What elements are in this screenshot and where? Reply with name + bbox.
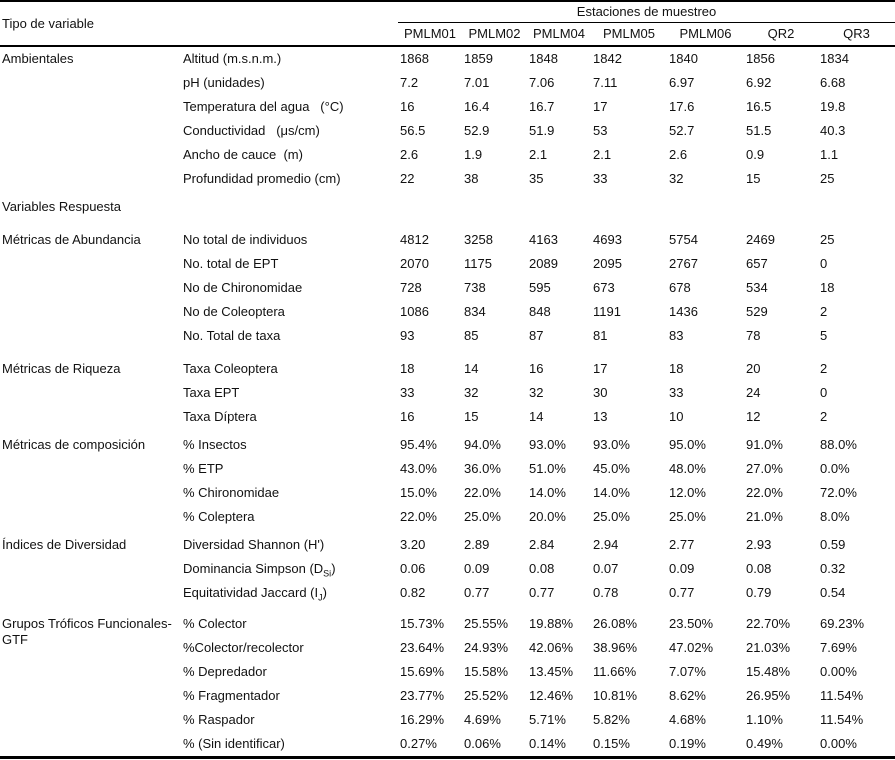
value-cell: 0.15%: [593, 736, 630, 751]
variable-label: Dominancia Simpson $(D_{Si})$: [183, 561, 336, 579]
value-cell: 678: [669, 280, 691, 295]
variable-label: Diversidad Shannon (H'): [183, 537, 325, 552]
value-cell: 93: [400, 328, 415, 343]
value-cell: 0.06: [400, 561, 426, 576]
value-cell: 5.71%: [529, 712, 566, 727]
table-row: [0, 46, 895, 71]
corner-header: Tipo de variable: [0, 1, 398, 46]
value-cell: 0.9: [746, 147, 765, 162]
value-cell: 51.9: [529, 123, 555, 138]
value-cell: 19.8: [820, 99, 846, 114]
variable-label: No de Chironomidae: [183, 280, 303, 295]
value-cell: 5: [820, 328, 828, 343]
value-cell: 17: [593, 99, 608, 114]
value-cell: 0.00%: [820, 736, 857, 751]
value-cell: 4812: [400, 232, 429, 247]
value-cell: 23.50%: [669, 616, 714, 631]
value-cell: 7.07%: [669, 664, 706, 679]
value-cell: 38: [464, 171, 479, 186]
value-cell: 95.0%: [669, 437, 706, 452]
value-cell: 16: [400, 409, 415, 424]
value-cell: 4.68%: [669, 712, 706, 727]
value-cell: 15.58%: [464, 664, 509, 679]
value-cell: 91.0%: [746, 437, 783, 452]
value-cell: 4693: [593, 232, 622, 247]
value-cell: 56.5: [400, 123, 426, 138]
value-cell: 534: [746, 280, 768, 295]
value-cell: 7.69%: [820, 640, 857, 655]
value-cell: 32: [669, 171, 684, 186]
variable-label: Taxa EPT: [183, 385, 240, 400]
variable-label: %Colector/recolector: [183, 640, 304, 655]
station-header: QR2: [744, 22, 818, 46]
value-cell: 0.09: [669, 561, 695, 576]
value-cell: 16.29%: [400, 712, 445, 727]
value-cell: 12: [746, 409, 761, 424]
value-cell: 21.0%: [746, 509, 783, 524]
value-cell: 18: [820, 280, 835, 295]
value-cell: 0.07: [593, 561, 619, 576]
value-cell: 23.64%: [400, 640, 445, 655]
value-cell: 1.1: [820, 147, 839, 162]
value-cell: 25.52%: [464, 688, 509, 703]
value-cell: 8.0%: [820, 509, 850, 524]
value-cell: 15.0%: [400, 485, 437, 500]
value-cell: 47.02%: [669, 640, 714, 655]
value-cell: 10.81%: [593, 688, 638, 703]
value-cell: 87: [529, 328, 544, 343]
value-cell: 88.0%: [820, 437, 857, 452]
value-cell: 26.95%: [746, 688, 791, 703]
value-cell: 1086: [400, 304, 429, 319]
value-cell: 94.0%: [464, 437, 501, 452]
value-cell: 17: [593, 361, 608, 376]
value-cell: 81: [593, 328, 608, 343]
section-label: Métricas de Riqueza: [2, 361, 121, 376]
value-cell: 15: [464, 409, 479, 424]
value-cell: 93.0%: [529, 437, 566, 452]
value-cell: 0.0%: [820, 461, 850, 476]
value-cell: 0.06%: [464, 736, 501, 751]
value-cell: 43.0%: [400, 461, 437, 476]
value-cell: 45.0%: [593, 461, 630, 476]
value-cell: 40.3: [820, 123, 846, 138]
section-label: Ambientales: [2, 51, 74, 66]
value-cell: 4.69%: [464, 712, 501, 727]
value-cell: 0.00%: [820, 664, 857, 679]
value-cell: 0.77: [669, 585, 695, 600]
station-header: PMLM06: [667, 22, 744, 46]
section-label: Variables Respuesta: [2, 199, 121, 214]
value-cell: 2095: [593, 256, 622, 271]
value-cell: 0.14%: [529, 736, 566, 751]
value-cell: 33: [669, 385, 684, 400]
value-cell: 32: [529, 385, 544, 400]
station-header: PMLM02: [462, 22, 527, 46]
value-cell: 0: [820, 385, 828, 400]
value-cell: 27.0%: [746, 461, 783, 476]
value-cell: 0.54: [820, 585, 846, 600]
header-row-top: [0, 1, 895, 22]
value-cell: 93.0%: [593, 437, 630, 452]
value-cell: 23.77%: [400, 688, 445, 703]
value-cell: 2.94: [593, 537, 619, 552]
variable-label: Profundidad promedio (cm): [183, 171, 341, 186]
value-cell: 2070: [400, 256, 429, 271]
variable-label: No total de individuos: [183, 232, 308, 247]
value-cell: 2.6: [400, 147, 419, 162]
value-cell: 22.0%: [746, 485, 783, 500]
section-label: Métricas de Abundancia: [2, 232, 141, 247]
value-cell: 5.82%: [593, 712, 630, 727]
value-cell: 3.20: [400, 537, 426, 552]
value-cell: 0.82: [400, 585, 426, 600]
value-cell: 12.46%: [529, 688, 574, 703]
value-cell: 14.0%: [529, 485, 566, 500]
value-cell: 24.93%: [464, 640, 509, 655]
value-cell: 7.06: [529, 75, 555, 90]
variable-label: pH (unidades): [183, 75, 265, 90]
value-cell: 51.0%: [529, 461, 566, 476]
variable-label: Altitud (m.s.n.m.): [183, 51, 282, 66]
value-cell: 25.0%: [464, 509, 501, 524]
value-cell: 1436: [669, 304, 698, 319]
value-cell: 2.93: [746, 537, 772, 552]
value-cell: 52.9: [464, 123, 490, 138]
value-cell: 22: [400, 171, 415, 186]
value-cell: 2: [820, 304, 828, 319]
value-cell: 5754: [669, 232, 698, 247]
value-cell: 16.7: [529, 99, 555, 114]
value-cell: 33: [400, 385, 415, 400]
value-cell: 0.19%: [669, 736, 706, 751]
value-cell: 1840: [669, 51, 698, 66]
value-cell: 2: [820, 409, 828, 424]
value-cell: 18: [400, 361, 415, 376]
value-cell: 6.68: [820, 75, 846, 90]
value-cell: 2469: [746, 232, 775, 247]
value-cell: 1856: [746, 51, 775, 66]
value-cell: 19.88%: [529, 616, 574, 631]
variable-label: Taxa Coleoptera: [183, 361, 278, 376]
station-header: PMLM01: [398, 22, 462, 46]
value-cell: 0.09: [464, 561, 490, 576]
value-cell: 6.97: [669, 75, 695, 90]
value-cell: 15.73%: [400, 616, 445, 631]
value-cell: 38.96%: [593, 640, 638, 655]
variable-label: % Coleptera: [183, 509, 255, 524]
value-cell: 22.0%: [400, 509, 437, 524]
value-cell: 7.2: [400, 75, 419, 90]
value-cell: 1191: [593, 304, 621, 319]
table-row: [0, 605, 895, 636]
value-cell: 11.54%: [820, 688, 864, 703]
value-cell: 48.0%: [669, 461, 706, 476]
value-cell: 15: [746, 171, 761, 186]
value-cell: 25: [820, 232, 835, 247]
station-header: PMLM04: [527, 22, 591, 46]
variable-label: No. Total de taxa: [183, 328, 281, 343]
variable-label: Conductividad (μs/cm): [183, 123, 320, 138]
table-header: [0, 1, 895, 46]
variable-label: % Fragmentador: [183, 688, 280, 703]
value-cell: 12.0%: [669, 485, 706, 500]
value-cell: 16.4: [464, 99, 490, 114]
value-cell: 15.69%: [400, 664, 445, 679]
value-cell: 13.45%: [529, 664, 574, 679]
value-cell: 0: [820, 256, 828, 271]
value-cell: 738: [464, 280, 486, 295]
value-cell: 25: [820, 171, 835, 186]
value-cell: 728: [400, 280, 422, 295]
value-cell: 24: [746, 385, 761, 400]
table-row: [0, 429, 895, 457]
value-cell: 0.59: [820, 537, 846, 552]
value-cell: 16.5: [746, 99, 772, 114]
value-cell: 6.92: [746, 75, 772, 90]
value-cell: 2.1: [529, 147, 548, 162]
value-cell: 14: [529, 409, 544, 424]
value-cell: 25.0%: [669, 509, 706, 524]
variable-label: % Raspador: [183, 712, 255, 727]
value-cell: 14.0%: [593, 485, 630, 500]
value-cell: 0.08: [529, 561, 555, 576]
table-row: [0, 219, 895, 252]
value-cell: 1842: [593, 51, 622, 66]
variable-label: % Depredador: [183, 664, 267, 679]
value-cell: 22.70%: [746, 616, 791, 631]
value-cell: 13: [593, 409, 608, 424]
section-row: [0, 191, 895, 219]
value-cell: 3258: [464, 232, 493, 247]
variable-label: Taxa Díptera: [183, 409, 257, 424]
value-cell: 529: [746, 304, 768, 319]
value-cell: 25.55%: [464, 616, 509, 631]
value-cell: 95.4%: [400, 437, 437, 452]
value-cell: 0.78: [593, 585, 619, 600]
value-cell: 83: [669, 328, 684, 343]
value-cell: 0.77: [464, 585, 490, 600]
value-cell: 2.1: [593, 147, 612, 162]
value-cell: 8.62%: [669, 688, 706, 703]
value-cell: 0.77: [529, 585, 555, 600]
value-cell: 1.10%: [746, 712, 783, 727]
value-cell: 595: [529, 280, 551, 295]
value-cell: 42.06%: [529, 640, 574, 655]
section-label: Métricas de composición: [2, 437, 146, 452]
value-cell: 35: [529, 171, 544, 186]
value-cell: 2.84: [529, 537, 555, 552]
value-cell: 20.0%: [529, 509, 566, 524]
value-cell: 30: [593, 385, 608, 400]
value-cell: 673: [593, 280, 615, 295]
value-cell: 11.54%: [820, 712, 864, 727]
value-cell: 2767: [669, 256, 698, 271]
value-cell: 2: [820, 361, 828, 376]
value-cell: 72.0%: [820, 485, 857, 500]
station-header: QR3: [818, 22, 895, 46]
value-cell: 52.7: [669, 123, 695, 138]
value-cell: 1868: [400, 51, 429, 66]
value-cell: 21.03%: [746, 640, 791, 655]
variable-label: Equitatividad Jaccard $(I_J)$: [183, 585, 327, 603]
section-label: Grupos Tróficos Funcionales-GTF: [2, 616, 172, 647]
value-cell: 22.0%: [464, 485, 501, 500]
table-row: [0, 348, 895, 381]
value-cell: 69.23%: [820, 616, 865, 631]
value-cell: 0.32: [820, 561, 846, 576]
value-cell: 1.9: [464, 147, 483, 162]
variable-label: % ETP: [183, 461, 224, 476]
stations-group-header: Estaciones de muestreo: [398, 1, 895, 22]
value-cell: 36.0%: [464, 461, 501, 476]
value-cell: 0.79: [746, 585, 772, 600]
variable-label: No de Coleoptera: [183, 304, 285, 319]
variable-label: % Colector: [183, 616, 247, 631]
value-cell: 78: [746, 328, 761, 343]
value-cell: 20: [746, 361, 761, 376]
value-cell: 10: [669, 409, 684, 424]
value-cell: 2089: [529, 256, 558, 271]
value-cell: 17.6: [669, 99, 695, 114]
variable-label: No. total de EPT: [183, 256, 279, 271]
value-cell: 15.48%: [746, 664, 791, 679]
value-cell: 25.0%: [593, 509, 630, 524]
value-cell: 0.08: [746, 561, 772, 576]
value-cell: 1848: [529, 51, 558, 66]
variable-label: % Chironomidae: [183, 485, 280, 500]
value-cell: 33: [593, 171, 608, 186]
value-cell: 14: [464, 361, 479, 376]
value-cell: 2.6: [669, 147, 688, 162]
value-cell: 11.66%: [593, 664, 637, 679]
value-cell: 848: [529, 304, 551, 319]
value-cell: 834: [464, 304, 486, 319]
table-body: [0, 46, 895, 758]
variable-label: Ancho de cauce (m): [183, 147, 303, 162]
value-cell: 7.11: [593, 75, 618, 90]
value-cell: 4163: [529, 232, 558, 247]
station-header: PMLM05: [591, 22, 667, 46]
value-cell: 0.49%: [746, 736, 783, 751]
value-cell: 26.08%: [593, 616, 638, 631]
value-cell: 16: [400, 99, 415, 114]
variable-label: % (Sin identificar): [183, 736, 285, 751]
section-label: Índices de Diversidad: [2, 537, 127, 552]
value-cell: 51.5: [746, 123, 772, 138]
value-cell: 1834: [820, 51, 849, 66]
value-cell: 53: [593, 123, 608, 138]
value-cell: 85: [464, 328, 479, 343]
table-row: [0, 529, 895, 557]
value-cell: 2.89: [464, 537, 490, 552]
value-cell: 7.01: [464, 75, 490, 90]
variable-label: Temperatura del agua (°C): [183, 99, 344, 114]
value-cell: 657: [746, 256, 768, 271]
value-cell: 2.77: [669, 537, 695, 552]
value-cell: 18: [669, 361, 684, 376]
value-cell: 1859: [464, 51, 493, 66]
value-cell: 1175: [464, 256, 492, 271]
variable-label: % Insectos: [183, 437, 247, 452]
value-cell: 32: [464, 385, 479, 400]
value-cell: 0.27%: [400, 736, 437, 751]
value-cell: 16: [529, 361, 544, 376]
